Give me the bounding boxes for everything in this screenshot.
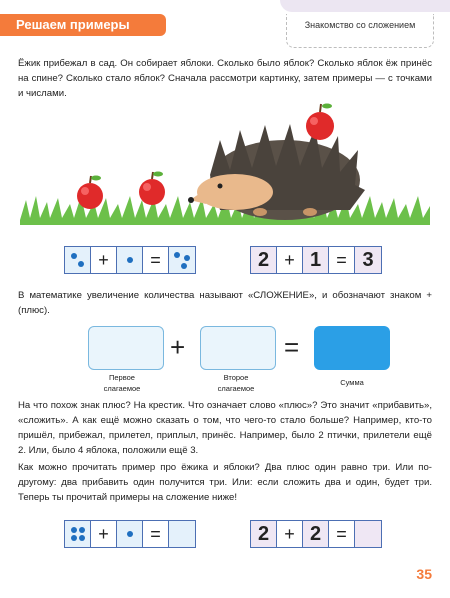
dots-cell-two — [65, 247, 91, 273]
first-addend-box — [88, 326, 164, 370]
plus-sign: + — [170, 332, 186, 362]
dots-cell-one — [117, 247, 143, 273]
dots-cell-four — [65, 521, 91, 547]
number-equation-2 — [250, 520, 382, 548]
explanation-paragraph-2: Как можно прочитать пример про ёжика и яблоки? Два плюс один равно три. Или по-другому: два прибавить один получится три. Или: если сложить два и один, будет три. Теперь ты прочитай примеры на сложение ниже! — [18, 462, 432, 503]
equals-sign: = — [284, 332, 300, 362]
number-cell: 2 — [251, 521, 277, 547]
dots-cell-three — [169, 247, 195, 273]
answer-cell[interactable] — [169, 521, 195, 547]
number-equation-1 — [250, 246, 382, 274]
dots-cell-one — [117, 521, 143, 547]
definition-paragraph: В математике увеличение количества называют «СЛОЖЕНИЕ», и обозначают знаком + (плюс). — [18, 290, 432, 316]
intro-paragraph: Ёжик прибежал в сад. Он собирает яблоки. Сколько было яблок? Сколько яблок ёж принёс на спине? Сколько стало яблок? Сначала рассмотри картинку, затем примеры — с точками и числами. — [18, 58, 432, 99]
equals-sign: = — [143, 521, 169, 547]
dots-equation-1 — [64, 246, 196, 274]
corner-decoration — [280, 0, 450, 12]
answer-cell[interactable] — [355, 521, 381, 547]
apple-icon — [139, 172, 165, 206]
sum-label: Сумма — [340, 378, 364, 387]
plus-sign: + — [277, 521, 303, 547]
page-number: 35 — [416, 566, 432, 582]
apple-icon — [306, 104, 334, 141]
hedgehog — [188, 124, 365, 220]
number-cell: 2 — [303, 521, 329, 547]
equals-sign: = — [329, 247, 355, 273]
sum-box — [314, 326, 390, 370]
apple-icon — [77, 176, 103, 210]
dots-equation-2 — [64, 520, 196, 548]
first-addend-label: Первое слагаемое — [103, 373, 141, 393]
number-cell: 1 — [303, 247, 329, 273]
second-addend-box — [200, 326, 276, 370]
number-cell: 2 — [251, 247, 277, 273]
equals-sign: = — [329, 521, 355, 547]
number-cell: 3 — [355, 247, 381, 273]
plus-sign: + — [91, 247, 117, 273]
topic-label: Знакомство со сложением — [286, 14, 434, 48]
explanation-paragraph-1: На что похож знак плюс? На крестик. Что означает слово «плюс»? Это значит «прибавить», «сложить». А как ещё можно сказать о том, что чего-то стало больше? Например, кто-то пришёл, прибежал, прилетел, приплыл, принёс. Например, было 2 птички, прилетели ещё 2. Или, было 4 яблока, положили ещё 3. — [18, 400, 432, 456]
second-addend-label: Второе слагаемое — [217, 373, 255, 393]
plus-sign: + — [91, 521, 117, 547]
section-title: Решаем примеры — [0, 14, 166, 36]
hedgehog-illustration — [20, 100, 430, 225]
plus-sign: + — [277, 247, 303, 273]
equals-sign: = — [143, 247, 169, 273]
